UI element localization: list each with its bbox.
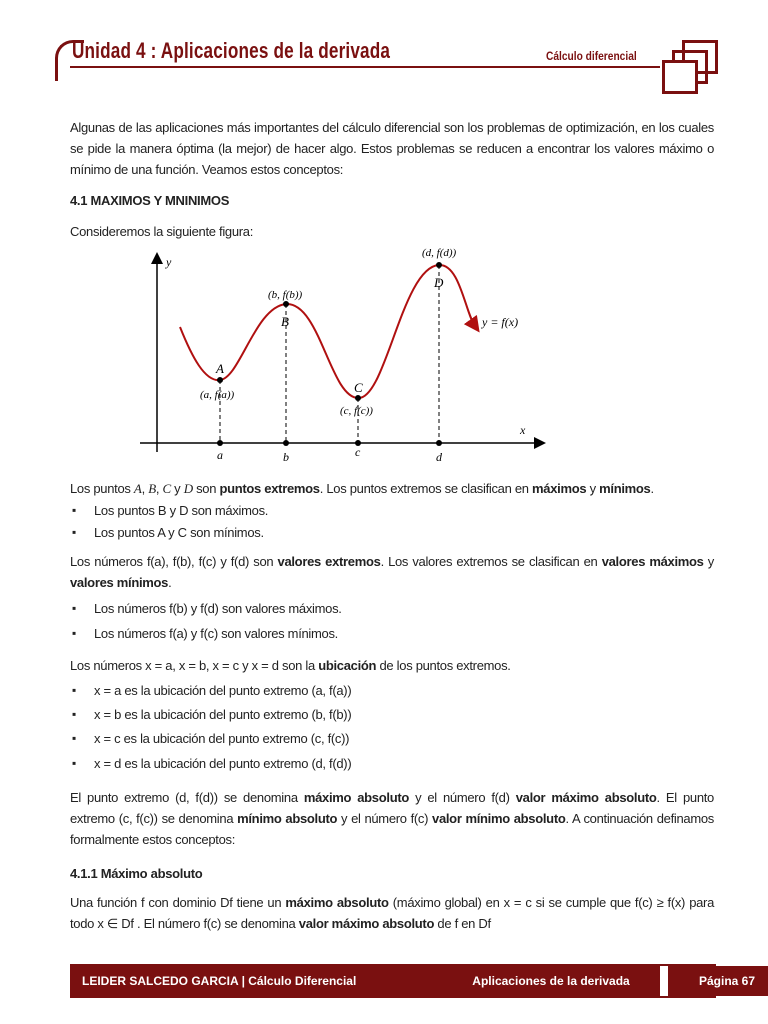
list-item: ▪ x = d es la ubicación del punto extremo (d, f(d)) [72, 756, 329, 771]
intro-paragraph: Algunas de las aplicaciones más importantes del cálculo diferencial son los problemas de optimización, en los cuales se pide la manera óptima (la mejor) de hacer algo. Estos problemas se reducen a encontrar los valores máximo o mínimo de una función. Veamos estos conceptos: [70, 120, 714, 177]
list-item: ▪ x = a es la ubicación del punto extremo (a, f(a)) [72, 683, 329, 698]
tick-a: a [217, 448, 223, 462]
page-header-title: Unidad 4 : Aplicaciones de la derivada [72, 38, 391, 63]
list-item: ▪ Los números f(b) y f(d) son valores máximos. [72, 601, 320, 616]
subsection-title: 4.1.1 Máximo absoluto [70, 866, 203, 881]
coord-A: (a, f(a)) [200, 389, 235, 401]
footer-page-number: Página 67 [668, 966, 768, 996]
section-title: 4.1 MAXIMOS Y MNINIMOS [70, 193, 230, 208]
tick-c: c [355, 445, 361, 459]
paragraph-extreme-values: Los números f(a), f(b), f(c) y f(d) son valores extremos. Los valores extremos se clasifican en valores máximos y valores mínimos. [70, 554, 714, 590]
coord-C: (c, f(c)) [340, 405, 373, 417]
coord-B: (b, f(b)) [268, 289, 303, 301]
list-item: ▪ Los puntos A y C son mínimos. [72, 525, 242, 540]
list-item: ▪ Los números f(a) y f(c) son valores mínimos. [72, 626, 316, 641]
paragraph-location: Los números x = a, x = b, x = c y x = d son la ubicación de los puntos extremos. [70, 658, 511, 673]
x-axis-label: x [520, 423, 526, 437]
extrema-figure [130, 242, 570, 472]
function-curve [180, 265, 475, 398]
tick-d: d [436, 450, 442, 464]
point-c [355, 395, 361, 401]
list-item: ▪ x = c es la ubicación del punto extremo (c, f(c)) [72, 731, 327, 746]
coord-D: (d, f(d)) [422, 247, 457, 259]
figure-intro: Consideremos la siguiente figura: [70, 224, 254, 239]
list-item: ▪ Los puntos B y D son máximos. [72, 503, 246, 518]
point-a [217, 377, 223, 383]
label-C: C [354, 380, 363, 395]
header-logo-icon [660, 40, 720, 92]
page-header-subtitle: Cálculo diferencial [546, 49, 637, 63]
tick-b: b [283, 450, 289, 464]
label-A: A [216, 361, 224, 376]
paragraph-definition: Una función f con dominio Df tiene un máximo absoluto (máximo global) en x = c si se cumple que f(c) ≥ f(x) para todo x ∈ Df . El número f(c) se denomina valor máximo absoluto de f en Df [70, 895, 715, 931]
footer-topic: Aplicaciones de la derivada [442, 966, 660, 996]
point-b [283, 301, 289, 307]
footer-author: LEIDER SALCEDO GARCIA | Cálculo Diferencial [72, 966, 442, 996]
y-axis-label: y [166, 255, 172, 269]
header-rule [70, 66, 660, 68]
paragraph-extreme-points: Los puntos A, B, C y D son puntos extremos. Los puntos extremos se clasifican en máximos y mínimos. [70, 481, 654, 496]
point-d [436, 262, 442, 268]
label-D: D [434, 275, 444, 290]
label-B: B [281, 314, 289, 329]
curve-label: y = f(x) [482, 315, 519, 329]
paragraph-absolute: El punto extremo (d, f(d)) se denomina máximo absoluto y el número f(d) valor máximo absoluto. El punto extremo (c, f(c)) se denomina mínimo absoluto y el número f(c) valor mínimo absoluto. A continuación definamos formalmente estos conceptos: [70, 790, 714, 847]
list-item: ▪ x = b es la ubicación del punto extremo (b, f(b)) [72, 707, 329, 722]
page-footer [70, 964, 756, 998]
